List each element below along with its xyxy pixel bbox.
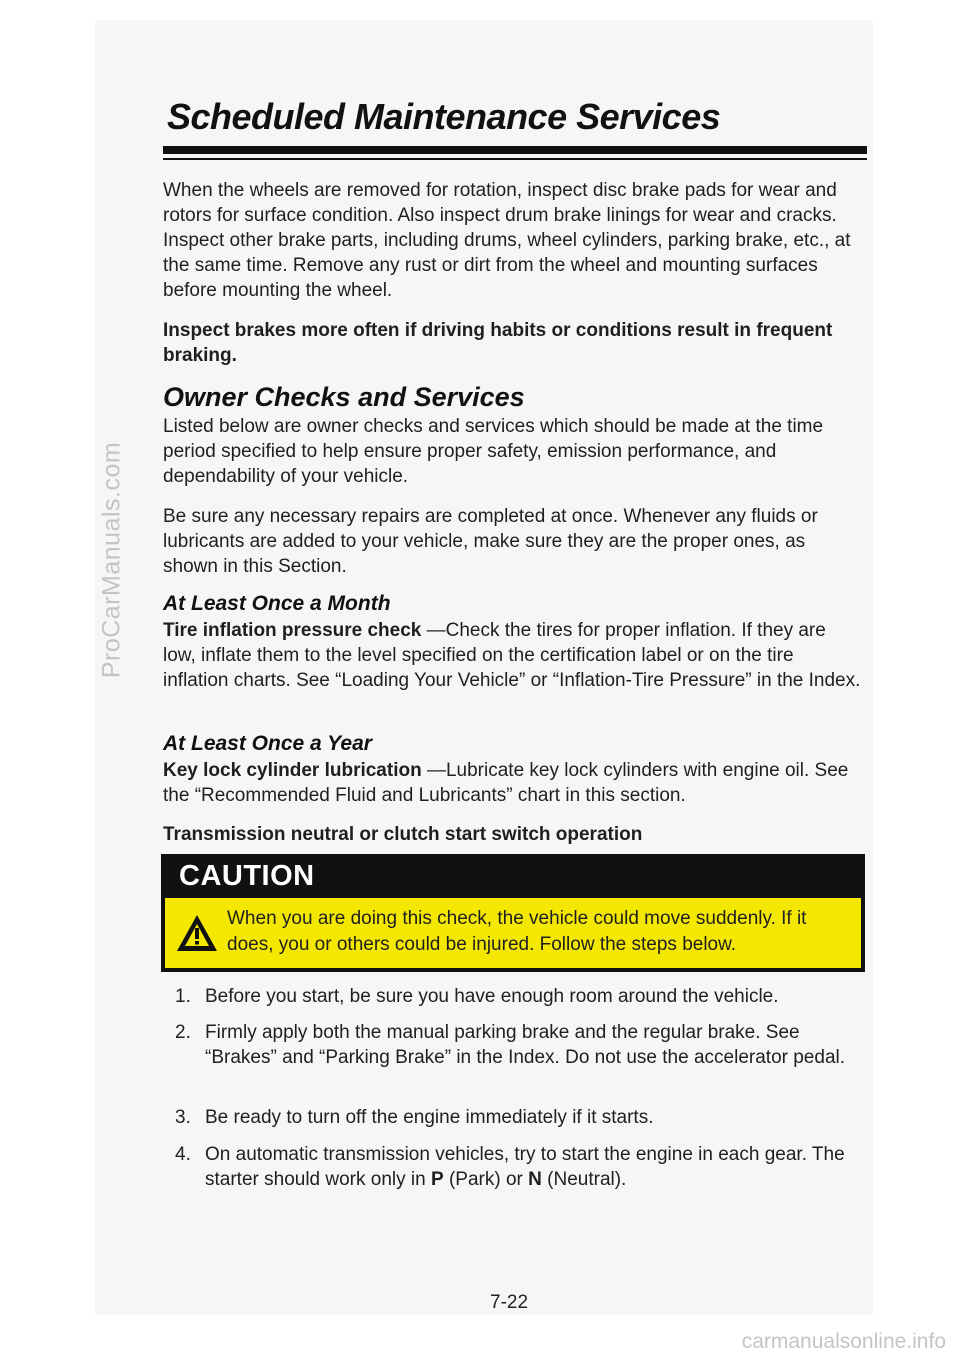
caution-box xyxy=(161,854,865,972)
step-number: 2. xyxy=(175,1022,191,1043)
caution-title: CAUTION xyxy=(179,860,315,892)
tire-check-item xyxy=(163,618,863,693)
yearly-heading: At Least Once a Year xyxy=(163,732,372,755)
owner-checks-paragraph-2: Be sure any necessary repairs are completed at once. Whenever any fluids or lubricants are added to your vehicle, make sure they are the proper ones, as shown in this Section. xyxy=(163,506,818,577)
tire-check-text: —Check the tires for proper inflation. If they are low, inflate them to the level specified on the certification label or on the tire inflation charts. See “Loading Your Vehicle” or “Inflation-Tire Pressure” in the Index. xyxy=(163,620,861,691)
key-lock-item xyxy=(163,758,863,808)
step-number: 3. xyxy=(175,1107,191,1128)
tire-check-title: Tire inflation pressure check xyxy=(163,620,422,641)
step-text xyxy=(205,1142,855,1192)
owner-checks-paragraph-1: Listed below are owner checks and services which should be made at the time period specified to help ensure proper safety, emission performance, and dependability of your vehicle. xyxy=(163,416,824,487)
step-text: Be ready to turn off the engine immediately if it starts. xyxy=(205,1107,654,1128)
step-text: Before you start, be sure you have enough room around the vehicle. xyxy=(205,986,779,1007)
step-number: 1. xyxy=(175,986,191,1007)
caution-text: When you are doing this check, the vehicle could move suddenly. If it does, you or others could be injured. Follow the steps below. xyxy=(227,908,807,955)
key-lock-title: Key lock cylinder lubrication xyxy=(163,760,422,781)
gear-neutral: N xyxy=(528,1169,542,1190)
step-number: 4. xyxy=(175,1144,191,1165)
gear-park: P xyxy=(431,1169,444,1190)
key-lock-text: —Lubricate key lock cylinders with engine oil. See the “Recommended Fluid and Lubricants” chart in this section. xyxy=(163,760,849,806)
step-text: Firmly apply both the manual parking brake and the regular brake. See “Brakes” and “Parking Brake” in the Index. Do not use the accelerator pedal. xyxy=(205,1022,846,1068)
title-rule-thick xyxy=(163,146,867,154)
brake-note: Inspect brakes more often if driving habits or conditions result in frequent braking. xyxy=(163,320,833,366)
transmission-heading: Transmission neutral or clutch start switch operation xyxy=(163,824,643,845)
side-watermark: ProCarManuals.com xyxy=(97,441,126,679)
page-title: Scheduled Maintenance Services xyxy=(167,96,721,137)
title-rule-thin xyxy=(163,158,867,160)
step-text-part: (Park) or xyxy=(443,1169,529,1190)
owner-checks-heading: Owner Checks and Services xyxy=(163,382,525,412)
caution-body xyxy=(165,898,861,968)
step-text-part: (Neutral). xyxy=(541,1169,627,1190)
intro-paragraph: When the wheels are removed for rotation, inspect disc brake pads for wear and rotors for surface condition. Also inspect drum brake linings for wear and cracks. Inspect other brake parts, including drums, wheel cylinders, parking brake, etc., at the same time. Remove any rust or dirt from the wheel and mounting surfaces before mounting the wheel. xyxy=(163,180,851,301)
page-number: 7-22 xyxy=(490,1292,529,1313)
bottom-watermark: carmanualsonline.info xyxy=(741,1330,946,1353)
monthly-heading: At Least Once a Month xyxy=(163,592,391,615)
warning-triangle-icon xyxy=(175,913,219,953)
step-text-part: On automatic transmission vehicles, try to start the engine in each gear. The starter should work only in xyxy=(205,1144,845,1190)
